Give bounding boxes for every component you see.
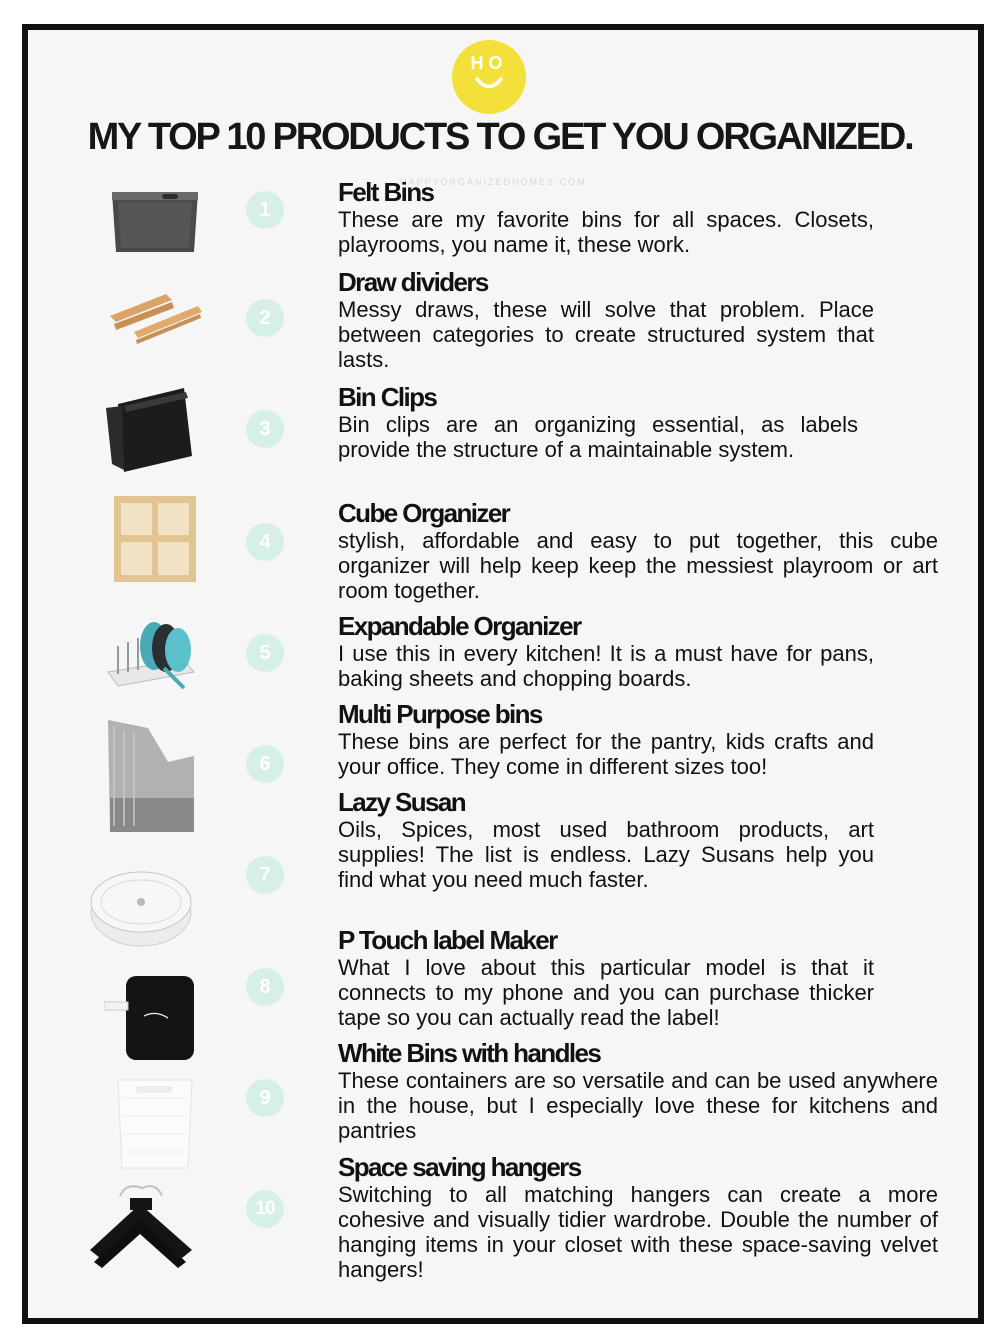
product-number-1: 1 [246,191,284,229]
product-number-9: 9 [246,1079,284,1117]
smile-icon [474,76,504,92]
product-item [338,699,874,779]
product-description: Switching to all matching hangers can create a more cohesive and visually tidier wardrobe. Double the number of hanging items in your closet with these space-saving velvet hangers! [338,1182,938,1282]
product-description: What I love about this particular model is that it connects to my phone and you can purchase thicker tape so you can actually read the label! [338,955,874,1030]
product-title: White Bins with handles [338,1038,601,1068]
product-title: Felt Bins [338,177,434,207]
product-description: These are my favorite bins for all spaces. Closets, playrooms, you name it, these work. [338,207,874,257]
lazy-susan-image [88,864,194,952]
product-number-7: 7 [246,856,284,894]
velvet-hangers-image [86,1180,196,1272]
product-description: Oils, Spices, most used bathroom products, art supplies! The list is endless. Lazy Susans help you find what you need much faster. [338,817,874,892]
product-title: Multi Purpose bins [338,699,542,729]
product-description: I use this in every kitchen! It is a must have for pans, baking sheets and chopping boards. [338,641,874,691]
product-number-10: 10 [246,1190,284,1228]
drawer-divider-image [106,286,204,350]
product-title: Space saving hangers [338,1152,581,1182]
product-title: Lazy Susan [338,787,466,817]
product-title: Cube Organizer [338,498,510,528]
product-item [338,382,858,462]
product-description: These bins are perfect for the pantry, kids crafts and your office. They come in different sizes too! [338,729,874,779]
product-number-5: 5 [246,634,284,672]
product-number-3: 3 [246,410,284,448]
product-description: stylish, affordable and easy to put together, this cube organizer will help keep keep the messiest playroom or art room together. [338,528,938,603]
product-title: Expandable Organizer [338,611,581,641]
logo-text: HO [470,53,508,73]
pan-rack-image [104,612,200,692]
label-maker-image [104,972,198,1064]
multi-bin-image [104,716,198,838]
product-number-6: 6 [246,745,284,783]
bin-clip-image [104,384,200,476]
product-title: Draw dividers [338,267,488,297]
product-item [338,611,874,691]
product-number-2: 2 [246,299,284,337]
product-description: Messy draws, these will solve that problem. Place between categories to create structured system that lasts. [338,297,874,372]
product-item [338,787,874,892]
cube-organizer-image [112,494,198,584]
product-description: These containers are so versatile and can be used anywhere in the house, but I especially love these for kitchens and pantries [338,1068,938,1143]
felt-bin-image [106,186,204,258]
page-title: MY TOP 10 PRODUCTS TO GET YOU ORGANIZED. [87,116,913,158]
product-item [338,498,938,603]
product-item [338,177,874,257]
product-title: P Touch label Maker [338,925,557,955]
product-description: Bin clips are an organizing essential, as labels provide the structure of a maintainable system. [338,412,858,462]
watermark: HAPPYORGANIZEDHOMES.COM [400,177,587,187]
logo [452,40,526,114]
product-item [338,267,874,372]
product-item [338,1038,938,1143]
white-bin-image [116,1076,194,1172]
product-item [338,1152,938,1282]
product-number-4: 4 [246,523,284,561]
product-number-8: 8 [246,968,284,1006]
product-title: Bin Clips [338,382,437,412]
product-item [338,925,874,1030]
